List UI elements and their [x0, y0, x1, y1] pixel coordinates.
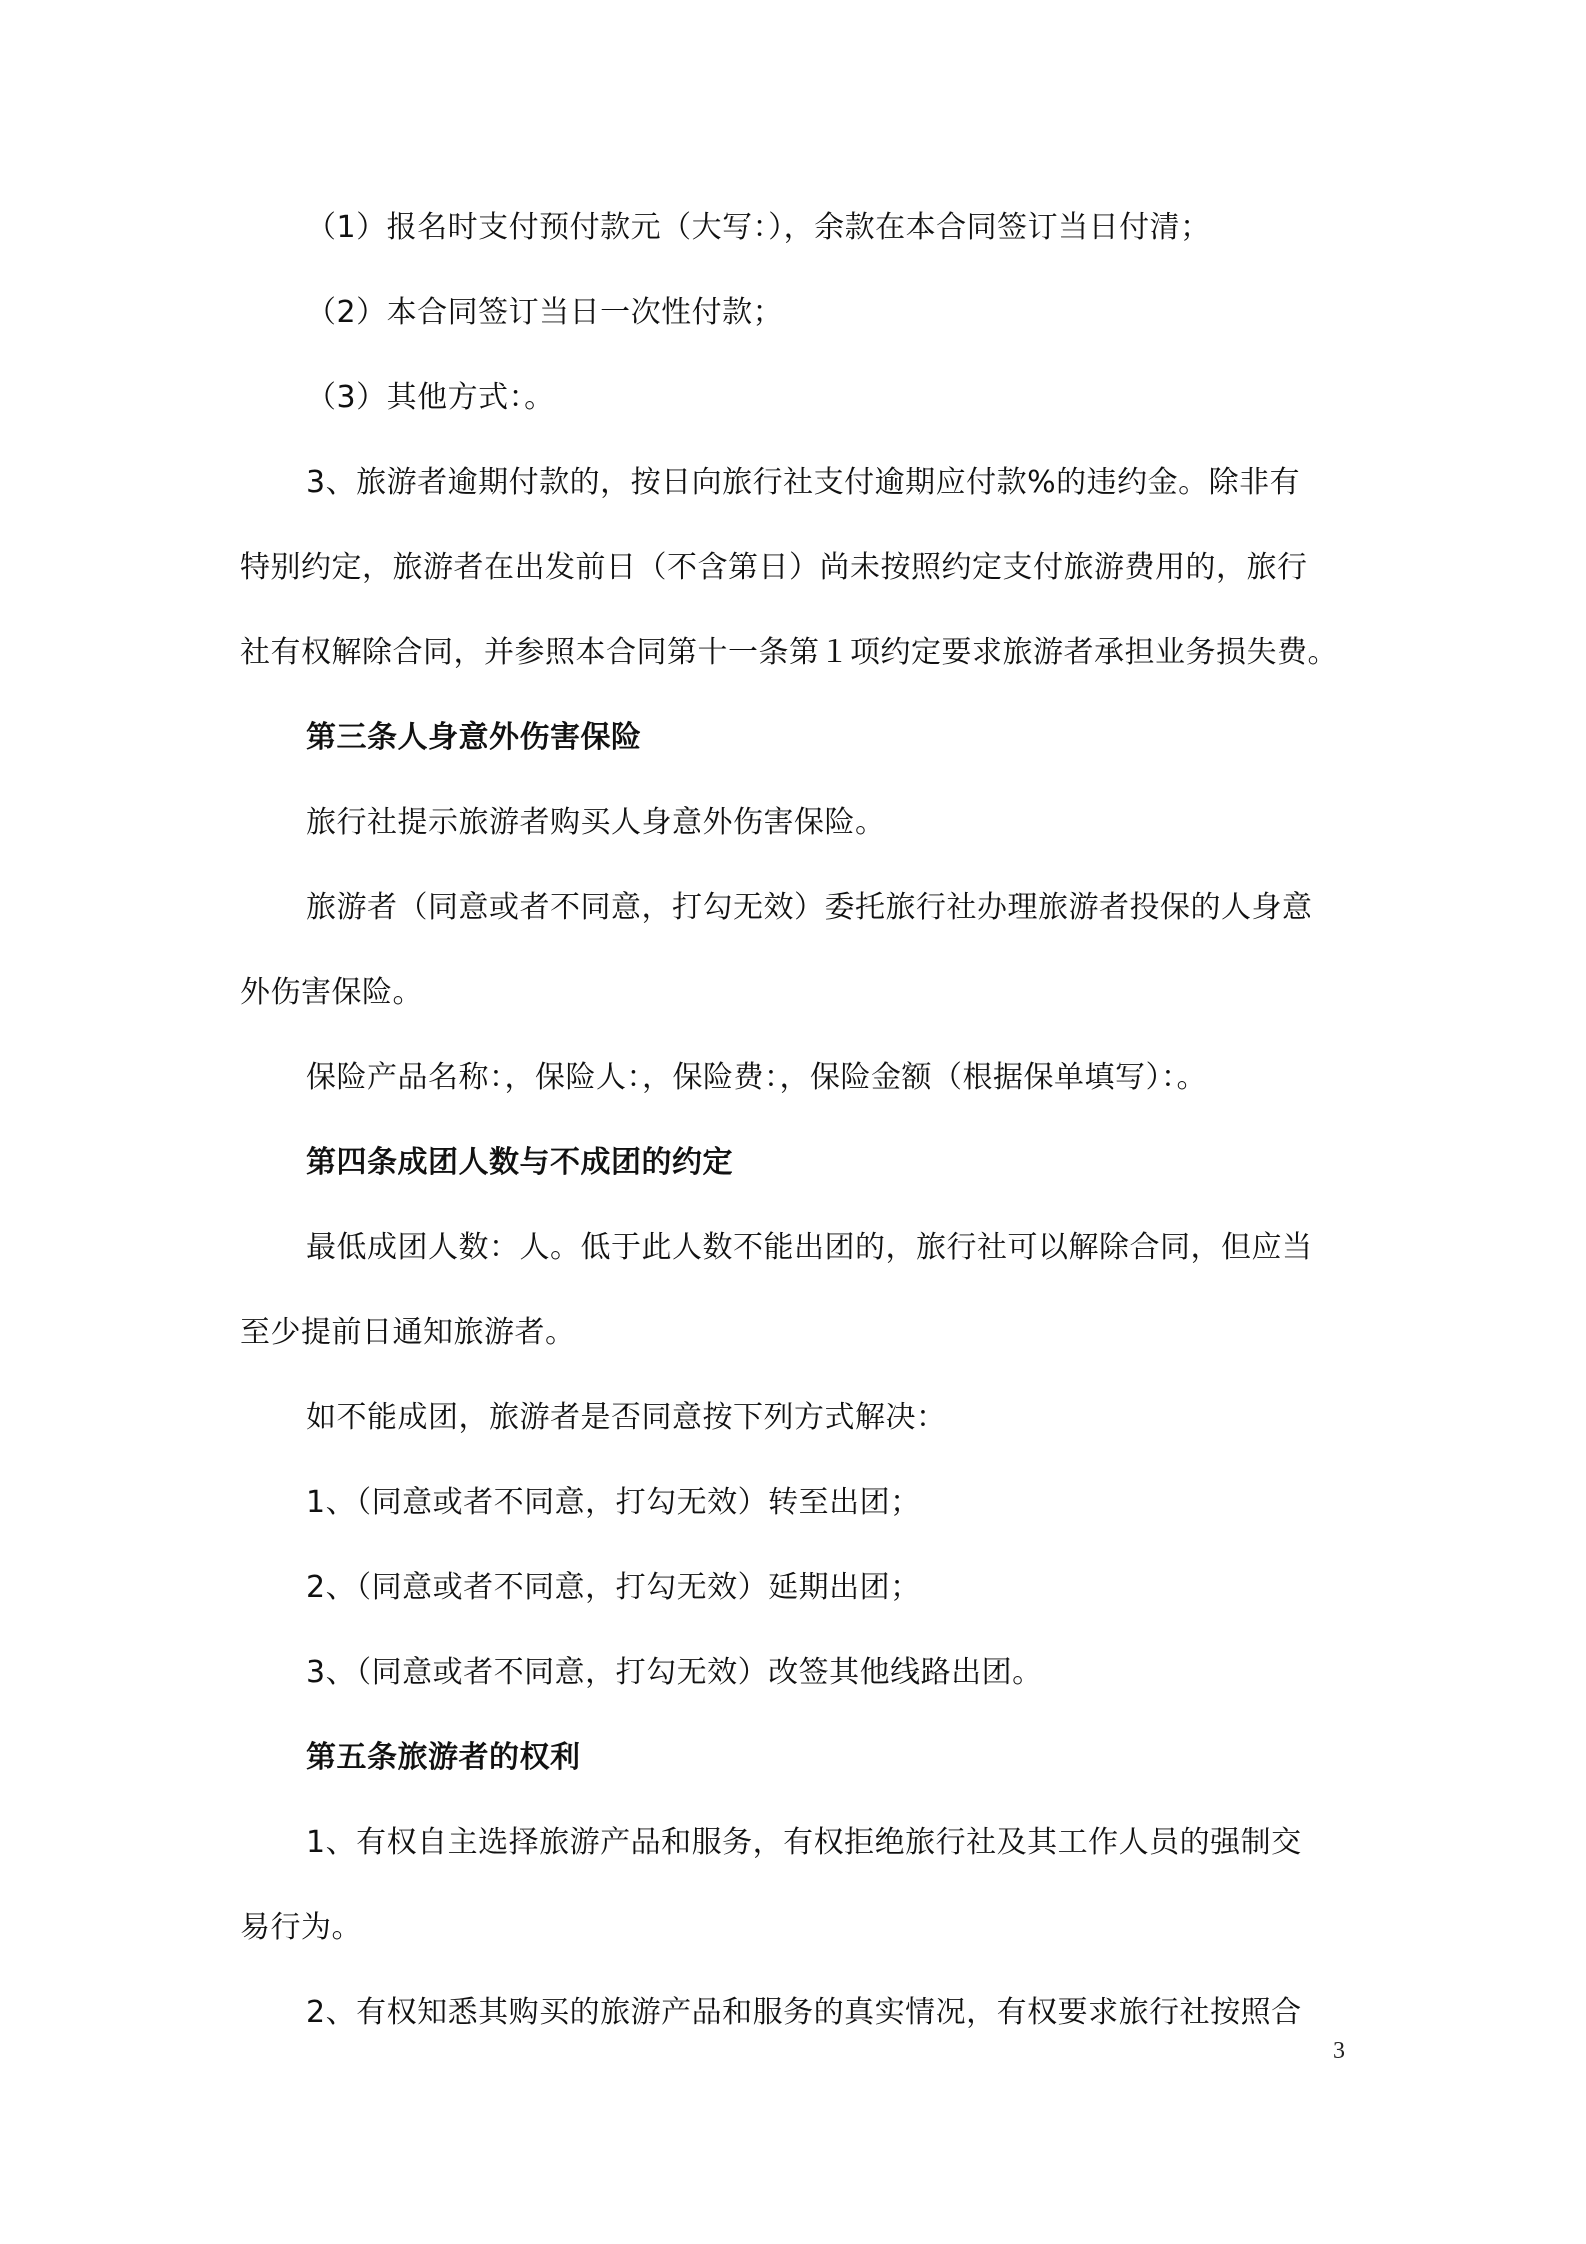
group-failure-intro: 如不能成团，旅游者是否同意按下列方式解决：: [306, 1400, 947, 1435]
insurance-details: 保险产品名称：，保险人：，保险费：，保险金额（根据保单填写）：。: [306, 1060, 1207, 1095]
rights-item-1-line-1: 1、有权自主选择旅游产品和服务，有权拒绝旅行社及其工作人员的强制交: [306, 1825, 1302, 1860]
rights-item-2-line-1: 2、有权知悉其购买的旅游产品和服务的真实情况，有权要求旅行社按照合: [306, 1995, 1302, 2030]
page-number: 3: [1333, 2038, 1345, 2064]
group-failure-option-3: 3、（同意或者不同意，打勾无效）改签其他线路出团。: [306, 1655, 1043, 1690]
insurance-consent-line-2: 外伤害保险。: [240, 975, 423, 1010]
minimum-group-line-2: 至少提前日通知旅游者。: [240, 1315, 576, 1350]
group-failure-option-1: 1、（同意或者不同意，打勾无效）转至出团；: [306, 1485, 921, 1520]
rights-item-1-line-2: 易行为。: [240, 1910, 362, 1945]
section-heading-insurance: 第三条人身意外伤害保险: [306, 720, 642, 755]
late-payment-clause-line-2: 特别约定，旅游者在出发前日（不含第日）尚未按照约定支付旅游费用的，旅行: [240, 550, 1308, 585]
payment-option-3: （3）其他方式：。: [306, 380, 555, 415]
section-heading-group-size: 第四条成团人数与不成团的约定: [306, 1145, 733, 1180]
group-failure-option-2: 2、（同意或者不同意，打勾无效）延期出团；: [306, 1570, 921, 1605]
minimum-group-line-1: 最低成团人数：人。低于此人数不能出团的，旅行社可以解除合同，但应当: [306, 1230, 1313, 1265]
section-heading-rights: 第五条旅游者的权利: [306, 1740, 581, 1775]
insurance-consent-line-1: 旅游者（同意或者不同意，打勾无效）委托旅行社办理旅游者投保的人身意: [306, 890, 1313, 925]
payment-option-1: （1）报名时支付预付款元（大写：），余款在本合同签订当日付清；: [306, 210, 1211, 245]
payment-option-2: （2）本合同签订当日一次性付款；: [306, 295, 784, 330]
late-payment-clause-line-1: 3、旅游者逾期付款的，按日向旅行社支付逾期应付款%的违约金。除非有: [306, 465, 1301, 500]
insurance-reminder: 旅行社提示旅游者购买人身意外伤害保险。: [306, 805, 886, 840]
late-payment-clause-line-3: 社有权解除合同，并参照本合同第十一条第１项约定要求旅游者承担业务损失费。: [240, 635, 1338, 670]
